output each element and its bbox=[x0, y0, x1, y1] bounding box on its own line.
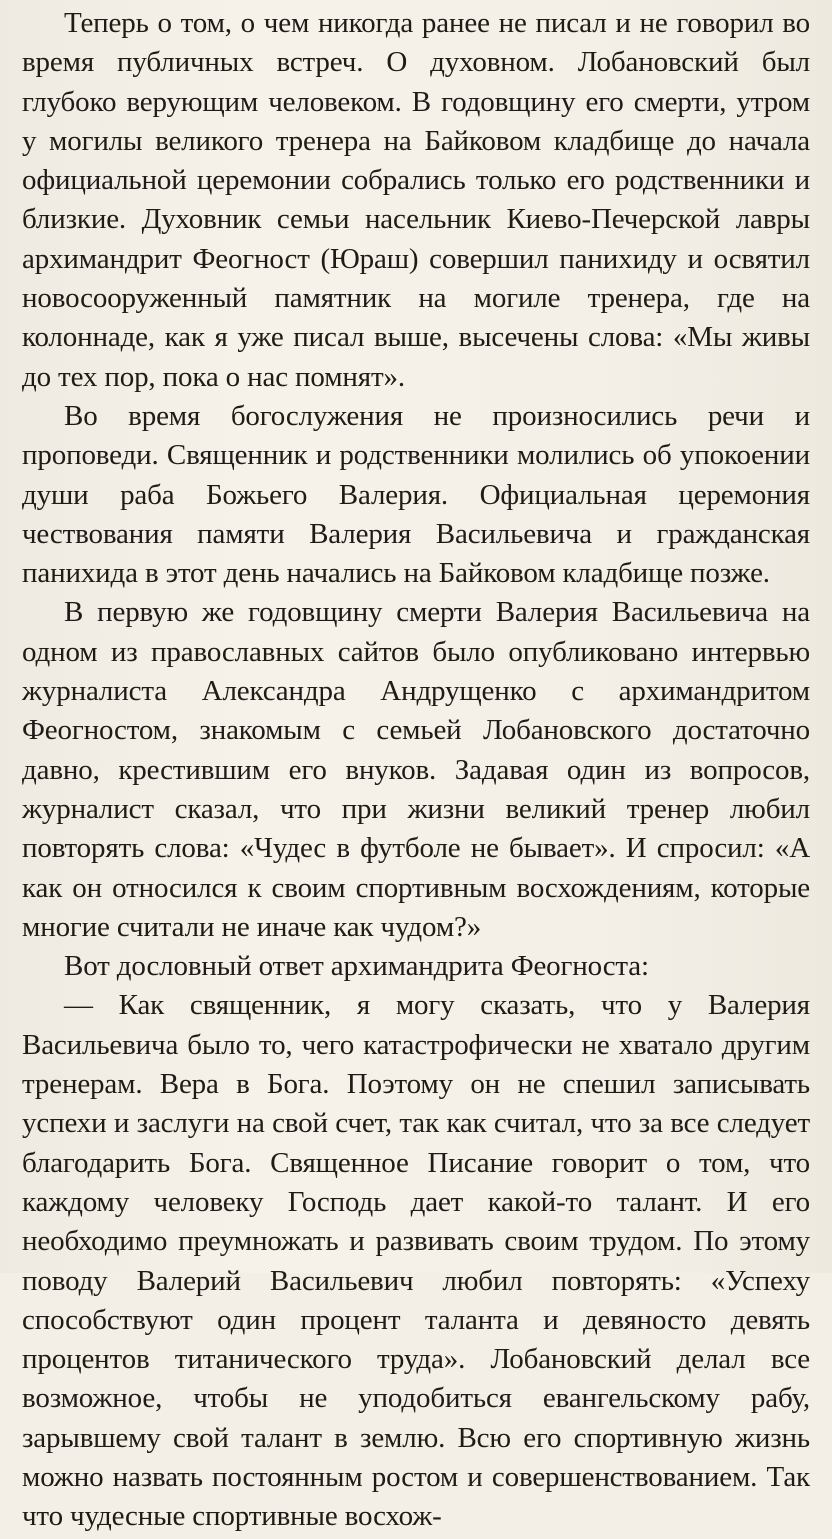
paragraph-1: Теперь о том, о чем никогда ранее не писал и не говорил во время публичных встреч. О духовном. Лобановский был глубоко верующим человеком. В годовщину его смерти, утром у могилы великого тренера на Байковом кладбище до начала официальной церемонии собрались только его родственники и близкие. Духовник семьи насельник Киево-Печерской лавры архимандрит Феогност (Юраш) совершил панихиду и освятил новосооруженный памятник на могиле тренера, где на колоннаде, как я уже писал выше, высечены слова: «Мы живы до тех пор, пока о нас помнят». bbox=[22, 7, 810, 393]
paragraph-3: В первую же годовщину смерти Валерия Васильевича на одном из православных сайтов было опубликовано интервью журналиста Александра Андрущенко с архимандритом Феогностом, знакомым с семьей Лобановского достаточно давно, крестившим его внуков. Задавая один из вопросов, журналист сказал, что при жизни великий тренер любил повторять слова: «Чудес в футболе не бывает». И спросил: «А как он относился к своим спортивным восхождениям, которые многие считали не иначе как чудом?» bbox=[22, 596, 810, 943]
paragraph-5: — Как священник, я могу сказать, что у Валерия Васильевича было то, чего катастрофически не хватало другим тренерам. Вера в Бога. Поэтому он не спешил записывать успехи и заслуги на свой счет, так как считал, что за все следует благодарить Бога. Священное Писание говорит о том, что каждому человеку Господь дает какой-то талант. И его необходимо преумножать и развивать своим трудом. По этому поводу Валерий Васильевич любил повторять: «Успеху способствуют один процент таланта и девяносто девять процентов титанического труда». Лобановский делал все возможное, чтобы не уподобиться евангельскому рабу, зарывшему свой талант в землю. Всю его спортивную жизнь можно назвать постоянным ростом и совершенствованием. Так что чудесные спортивные восхож- bbox=[22, 989, 810, 1533]
paragraph-4: Вот дословный ответ архимандрита Феогноста: bbox=[64, 950, 649, 983]
page-bottom-edge bbox=[22, 1537, 810, 1539]
paragraph-2: Во время богослужения не произносились речи и проповеди. Священник и родственники молились об упокоении души раба Божьего Валерия. Официальная церемония чествования памяти Валерия Васильевича и гражданская панихида в этот день начались на Байковом кладбище позже. bbox=[22, 399, 810, 590]
